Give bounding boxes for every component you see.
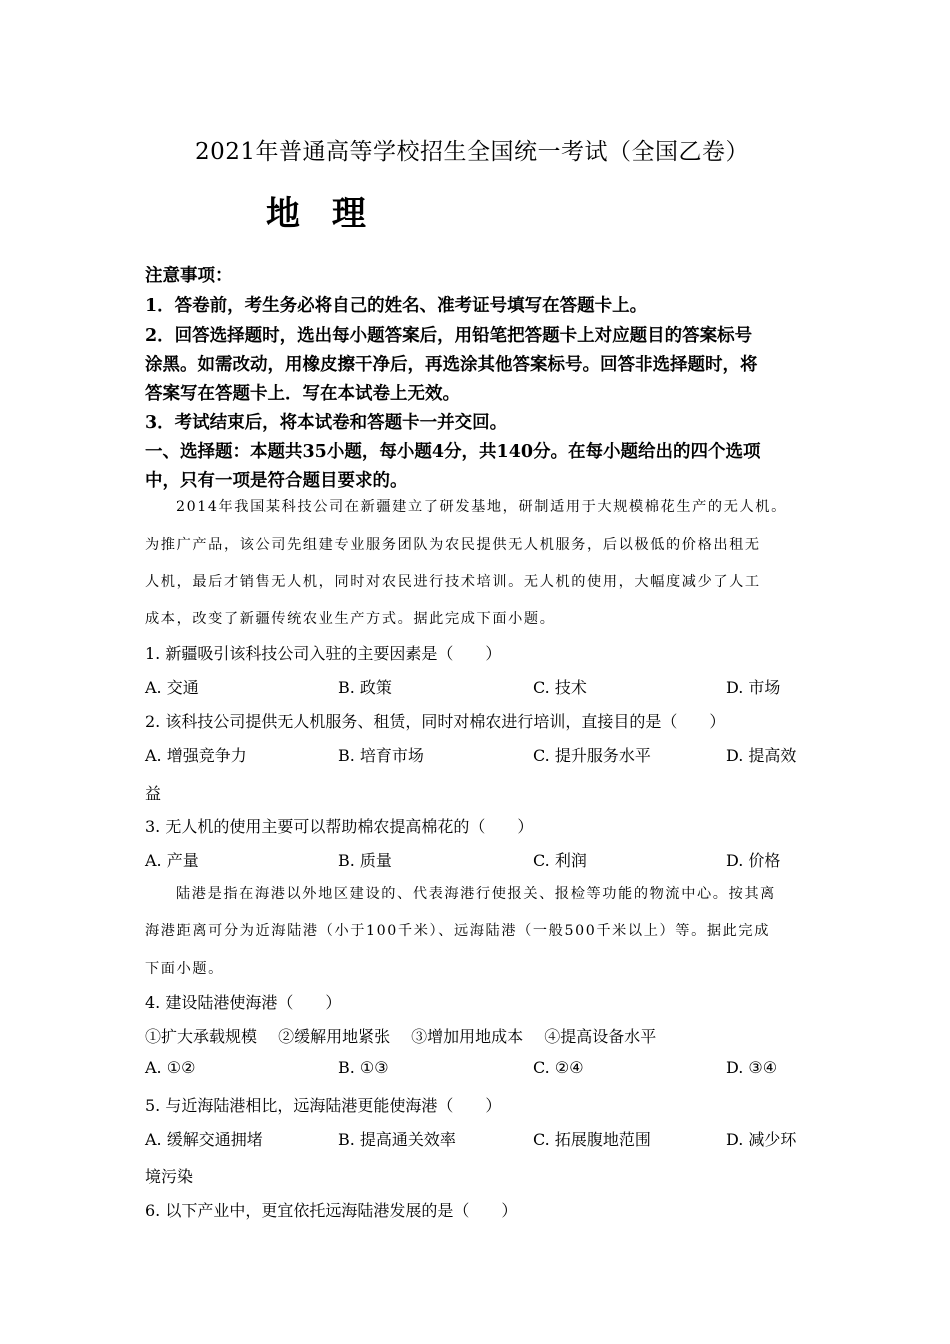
option-b: B. ①③ bbox=[338, 1058, 389, 1077]
option-d: D. 市场 bbox=[726, 678, 781, 697]
option-a: A. ①② bbox=[145, 1058, 196, 1077]
notice-line: 3．考试结束后，将本试卷和答题卡一并交回。 bbox=[145, 413, 508, 433]
passage-line: 成本，改变了新疆传统农业生产方式。据此完成下面小题。 bbox=[145, 611, 556, 627]
option-d: D. 价格 bbox=[726, 851, 781, 870]
question-choices: ①扩大承载规模 ②缓解用地紧张 ③增加用地成本 ④提高设备水平 bbox=[145, 1027, 657, 1046]
question-stem: 6. 以下产业中，更宜依托远海陆港发展的是（ ） bbox=[145, 1201, 518, 1220]
passage-line: 2014年我国某科技公司在新疆建立了研发基地，研制适用于大规模棉花生产的无人机。 bbox=[176, 499, 787, 515]
option-d: D. ③④ bbox=[726, 1058, 778, 1077]
question-stem: 1. 新疆吸引该科技公司入驻的主要因素是（ ） bbox=[145, 644, 502, 663]
option-c: C. ②④ bbox=[533, 1058, 584, 1077]
passage-line: 为推广产品，该公司先组建专业服务团队为农民提供无人机服务，后以极低的价格出租无 bbox=[145, 537, 761, 553]
passage-line: 海港距离可分为近海陆港（小于100千米）、远海陆港（一般500千米以上）等。据此完成 bbox=[145, 923, 771, 939]
passage-line: 陆港是指在海港以外地区建设的、代表海港行使报关、报检等功能的物流中心。按其离 bbox=[176, 886, 776, 902]
notice-line: 1．答卷前，考生务必将自己的姓名、准考证号填写在答题卡上。 bbox=[145, 296, 648, 316]
option-d-continued: 境污染 bbox=[145, 1167, 194, 1186]
section-heading: 一、选择题：本题共35小题，每小题4分，共140分。在每小题给出的四个选项 bbox=[145, 442, 761, 462]
option-b: B. 政策 bbox=[338, 678, 392, 697]
option-b: B. 质量 bbox=[338, 851, 392, 870]
option-c: C. 提升服务水平 bbox=[533, 746, 651, 765]
option-c: C. 拓展腹地范围 bbox=[533, 1130, 651, 1149]
option-a: A. 产量 bbox=[145, 851, 199, 870]
question-stem: 5. 与近海陆港相比，远海陆港更能使海港（ ） bbox=[145, 1096, 502, 1115]
option-b: B. 提高通关效率 bbox=[338, 1130, 456, 1149]
notice-line: 答案写在答题卡上．写在本试卷上无效。 bbox=[145, 384, 460, 404]
option-d: D. 提高效 bbox=[726, 746, 797, 765]
option-c: C. 利润 bbox=[533, 851, 587, 870]
notice-line: 2．回答选择题时，选出每小题答案后，用铅笔把答题卡上对应题目的答案标号 bbox=[145, 326, 753, 346]
question-stem: 4. 建设陆港使海港（ ） bbox=[145, 993, 342, 1012]
section-heading: 中，只有一项是符合题目要求的。 bbox=[145, 471, 408, 491]
exam-title: 2021年普通高等学校招生全国统一考试（全国乙卷） bbox=[195, 139, 750, 165]
question-stem: 3. 无人机的使用主要可以帮助棉农提高棉花的（ ） bbox=[145, 817, 534, 836]
option-b: B. 培育市场 bbox=[338, 746, 424, 765]
passage-line: 人机，最后才销售无人机，同时对农民进行技术培训。无人机的使用，大幅度减少了人工 bbox=[145, 574, 761, 590]
notice-line: 涂黑。如需改动，用橡皮擦干净后，再选涂其他答案标号。回答非选择题时，将 bbox=[145, 355, 758, 375]
option-a: A. 交通 bbox=[145, 678, 199, 697]
option-a: A. 增强竞争力 bbox=[145, 746, 247, 765]
option-d-continued: 益 bbox=[145, 784, 162, 803]
option-c: C. 技术 bbox=[533, 678, 587, 697]
option-d: D. 减少环 bbox=[726, 1130, 797, 1149]
notice-heading: 注意事项： bbox=[145, 266, 233, 286]
option-a: A. 缓解交通拥堵 bbox=[145, 1130, 263, 1149]
question-stem: 2. 该科技公司提供无人机服务、租赁，同时对棉农进行培训，直接目的是（ ） bbox=[145, 712, 726, 731]
passage-line: 下面小题。 bbox=[145, 961, 224, 977]
subject-title: 地 理 bbox=[266, 194, 376, 234]
